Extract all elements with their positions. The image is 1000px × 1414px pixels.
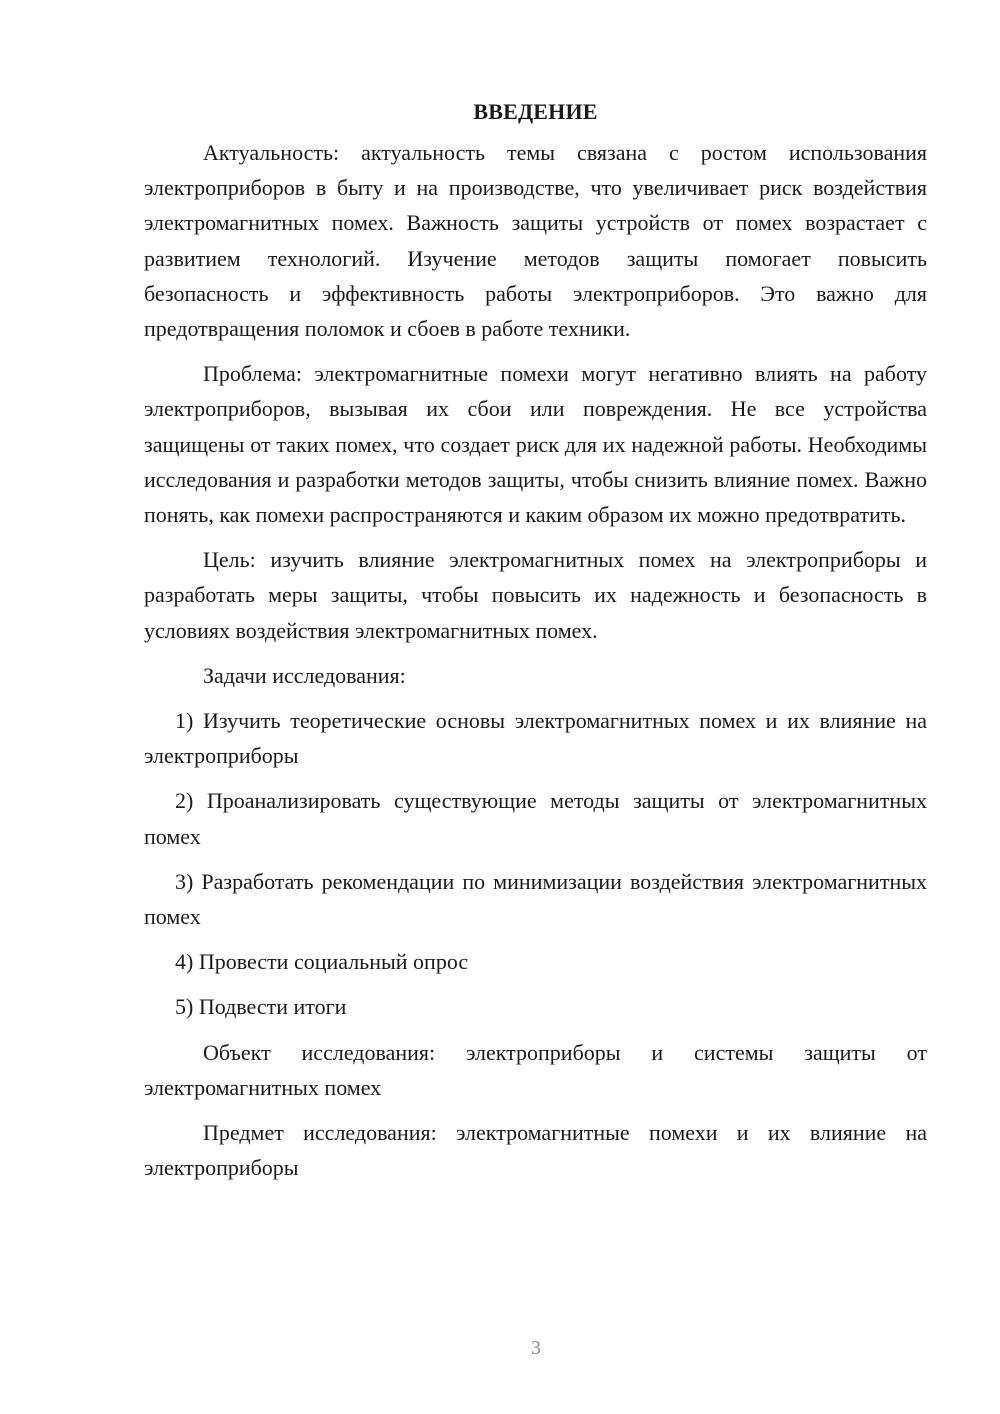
task-item-3: 3) Разработать рекомендации по минимизации воздействия электромагнитных помех <box>144 868 927 930</box>
task-item-1: 1) Изучить теоретические основы электромагнитных помех и их влияние на электроприборы <box>144 708 927 769</box>
task-item-2: 2) Проанализировать существующие методы защиты от электромагнитных помех <box>144 788 927 849</box>
section-heading: ВВЕДЕНИЕ <box>473 99 598 124</box>
task-item-4: 4) Провести социальный опрос <box>175 949 469 975</box>
task-item-5: 5) Подвести итоги <box>175 994 347 1020</box>
paragraph-goal: Цель: изучить влияние электромагнитных помех на электроприборы и разработать меры защиты, чтобы повысить их надежность и безопасность в условиях воздействия электромагнитных помех. <box>144 547 927 643</box>
page-content <box>144 94 927 1185</box>
paragraph-problem: Проблема: электромагнитные помехи могут негативно влиять на работу электроприборов, вызывая их сбои или повреждения. Не все устройства защищены от таких помех, что создает риск для их надежной работы. Необходимы исследования и разработки методов защиты, чтобы снизить влияние помех. Важно понять, как помехи распространяются и каким образом их можно предотвратить. <box>144 361 927 528</box>
paragraph-subject: Предмет исследования: электромагнитные помехи и их влияние на электроприборы <box>144 1120 927 1181</box>
paragraph-object: Объект исследования: электроприборы и системы защиты от электромагнитных помех <box>144 1039 927 1100</box>
page-number: 3 <box>531 1337 541 1359</box>
paragraph-relevance: Актуальность: актуальность темы связана с ростом использования электроприборов в быту и на производстве, что увеличивает риск воздействия электромагнитных помех. Важность защиты устройств от помех возрастает с развитием технологий. Изучение методов защиты помогает повысить безопасность и эффективность работы электроприборов. Это важно для предотвращения поломок и сбоев в работе техники. <box>144 140 927 342</box>
paragraph-tasks-title: Задачи исследования: <box>203 662 406 688</box>
